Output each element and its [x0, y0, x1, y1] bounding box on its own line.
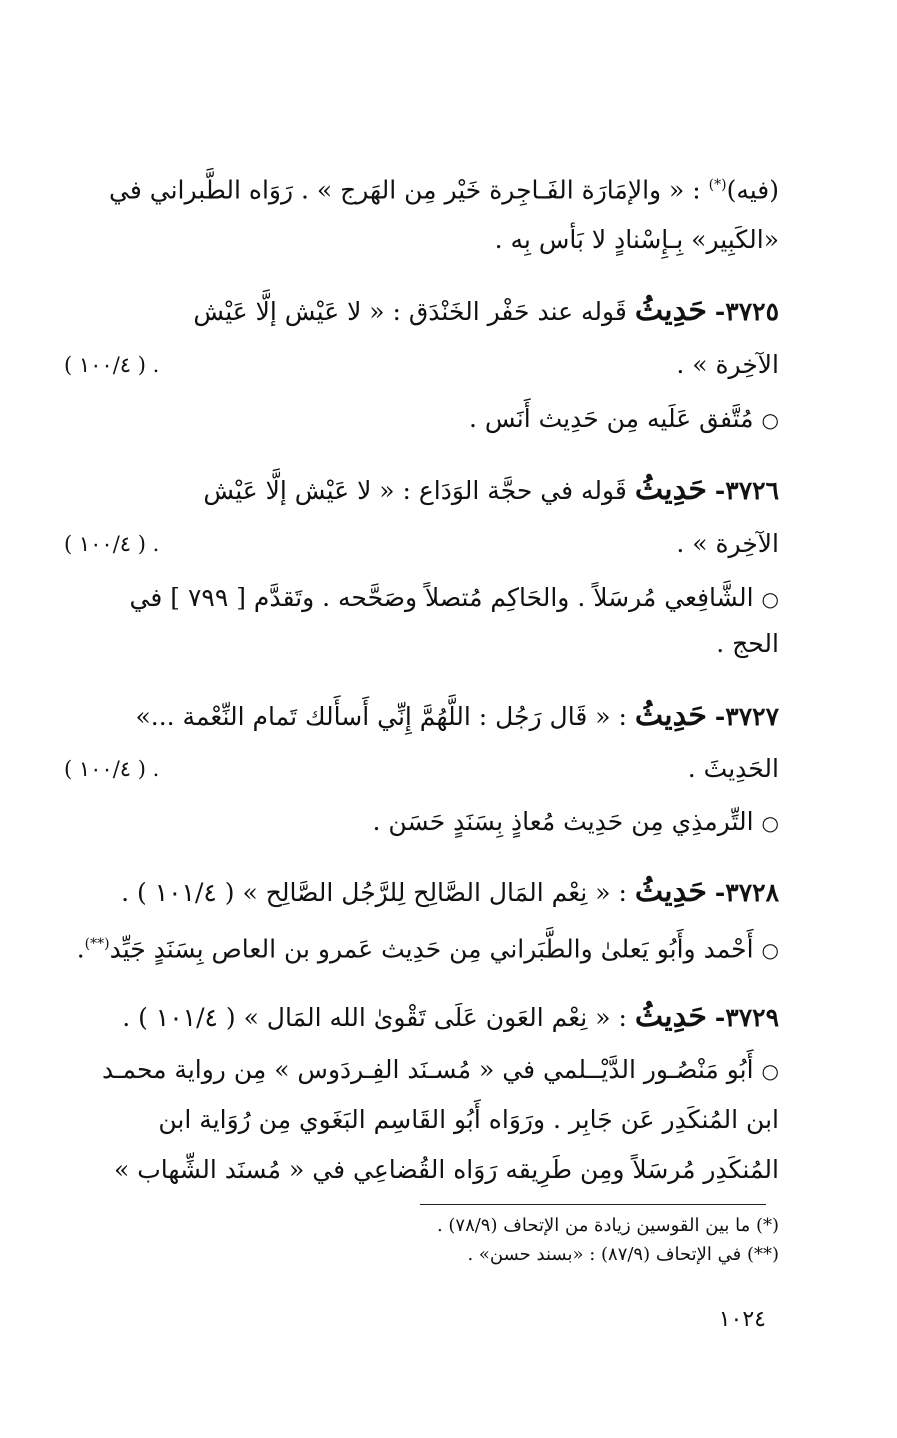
text-fragment: : « والإمَارَة الفَـاجِرة خَيْر مِن الهَرج » . رَوَاه الطَّبراني في: [109, 175, 709, 205]
note-text: أَحْمد وأَبُو يَعلىٰ والطَّبَراني مِن حَدِيث عَمرو بن العاص بِسَنَدٍ جَيِّد: [109, 934, 754, 964]
hadith-3729-note: [64, 1050, 779, 1090]
bullet-icon: ○: [761, 811, 779, 835]
hadith-label: حَدِيثُ: [634, 472, 707, 507]
note-text: التِّرمذِي مِن حَدِيث مُعاذٍ بِسَنَدٍ حَسَن .: [372, 807, 754, 836]
bullet-icon: ○: [761, 1059, 779, 1083]
hadith-3728-heading: [64, 872, 779, 912]
bullet-icon: ○: [761, 938, 779, 963]
hadith-text: قَوله في حجَّة الوَدَاع : « لا عَيْش إلَّا عَيْش: [203, 476, 627, 505]
hadith-label: حَدِيثُ: [634, 698, 707, 733]
hadith-3726-note-cont: الحج .: [716, 629, 779, 658]
hadith-text: قَوله عند حَفْر الخَنْدَق : « لا عَيْش إلَّا عَيْش: [193, 297, 627, 326]
hadith-number: ٣٧٢٦-: [714, 476, 779, 505]
hadith-3727-note: [64, 802, 779, 842]
hadith-3726-reference: . ( ١٠٠/٤ ): [64, 532, 160, 556]
hadith-3729-note-cont-1: ابن المُنكَدِر عَن جَابِر . ورَوَاه أَبُو القَاسِم البَغَوي مِن رُوَاية ابن: [158, 1105, 779, 1134]
period: .: [76, 934, 85, 964]
note-text: أَبُو مَنْصُـور الدَّيْــلمي في « مُسـنَد الفِـردَوس » مِن رواية محمـد: [102, 1055, 754, 1084]
hadith-number: ٣٧٢٩-: [714, 1003, 779, 1032]
page-number: ١٠٢٤: [718, 1307, 766, 1332]
hadith-3726-heading: [64, 470, 779, 510]
note-text: مُتَّفق عَلَيه مِن حَدِيث أَنَس .: [469, 404, 754, 433]
text-line-2: «الكَبِير» بِـإِسْنادٍ لا بَأس بِه .: [494, 225, 779, 254]
footnote-2: (**) في الإتحاف (٨٧/٩) : «بسند حسن» .: [467, 1244, 779, 1265]
bullet-icon: ○: [761, 408, 779, 432]
hadith-number: ٣٧٢٥-: [714, 297, 779, 326]
hadith-text: : « قَال رَجُل : اللَّهُمَّ إِنِّي أَسأَلك تَمام النِّعْمة ...»: [135, 702, 627, 731]
footnote-marker: (**): [84, 936, 110, 952]
hadith-text: : « نِعْم العَون عَلَى تَقْوىٰ الله المَال » ( ١٠١/٤ ) .: [122, 1003, 627, 1032]
hadith-3725-note: [64, 399, 779, 439]
footnote-marker: (*): [708, 177, 727, 193]
hadith-3729-note-cont-2: المُنكَدِر مُرسَلاً ومِن طَرِيقه رَوَاه القُضاعِي في « مُسنَد الشِّهاب »: [113, 1155, 779, 1184]
text-line-1: [64, 165, 779, 205]
hadith-3725-continuation: الآخِرة » .: [676, 350, 779, 379]
hadith-number: ٣٧٢٧-: [714, 702, 779, 731]
hadith-3725-heading: [64, 291, 779, 331]
footnote-divider: [420, 1204, 766, 1205]
footnote-1: (*) ما بين القوسين زيادة من الإتحاف (٧٨/٩) .: [436, 1215, 779, 1236]
hadith-3727-continuation: الحَدِيثَ .: [687, 754, 779, 783]
hadith-3727-reference: . ( ١٠٠/٤ ): [64, 757, 160, 781]
hadith-3726-note: [64, 578, 779, 618]
hadith-label: حَدِيثُ: [634, 999, 707, 1034]
hadith-label: حَدِيثُ: [634, 293, 707, 328]
text-fragment: (فيه): [726, 175, 779, 205]
hadith-3725-reference: . ( ١٠٠/٤ ): [64, 353, 160, 377]
hadith-3727-heading: [64, 696, 779, 736]
hadith-label: حَدِيثُ: [634, 874, 707, 909]
hadith-3729-heading: [64, 997, 779, 1037]
hadith-3726-continuation: الآخِرة » .: [676, 529, 779, 558]
bullet-icon: ○: [761, 587, 779, 611]
hadith-3728-note: [64, 924, 779, 964]
note-text: الشَّافِعي مُرسَلاً . والحَاكِم مُتصلاً وصَحَّحه . وتَقدَّم [ ٧٩٩ ] في: [129, 583, 754, 612]
hadith-text: : « نِعْم المَال الصَّالِح لِلرَّجُل الصَّالِح » ( ١٠١/٤ ) .: [121, 878, 627, 907]
hadith-number: ٣٧٢٨-: [714, 878, 779, 907]
